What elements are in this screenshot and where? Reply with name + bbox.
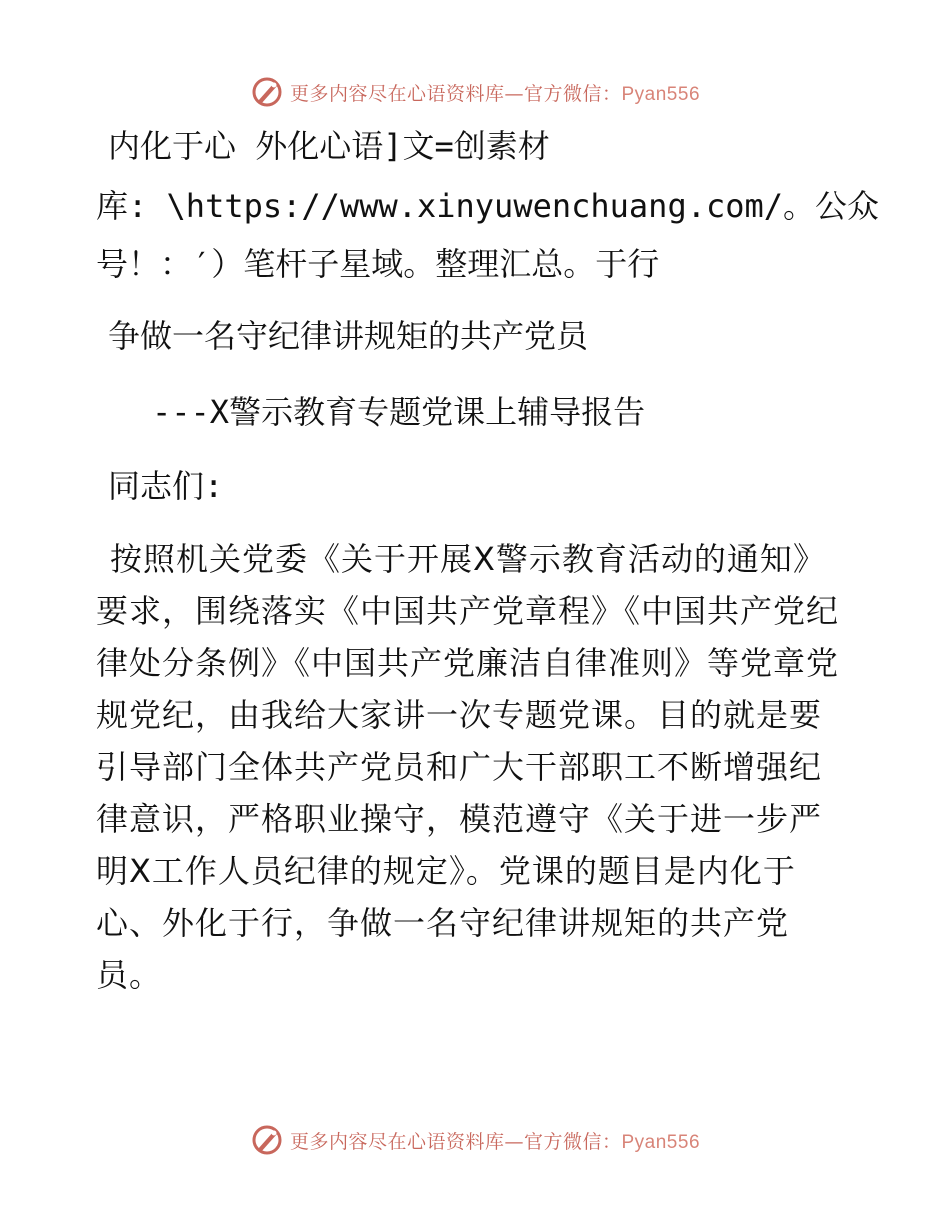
watermark-text: 更多内容尽在心语资料库—官方微信：Pyan556 <box>289 82 701 105</box>
body-paragraph-text: 按照机关党委《关于开展X警示教育活动的通知》要求，围绕落实《中国共产党章程》《中国共产党纪律处分条例》《中国共产党廉洁自律准则》等党章党规党纪，由我给大家讲一次专题党课。目的就是要引导部门全体共产党员和广大干部职工不断增强纪律意识，严格职业操守，模范遵守《关于进一步严明X工作人员纪律的规定》。党课的题目是内化于心、外化于行，争做一名守纪律讲规矩的共产党员。 <box>96 540 840 994</box>
intro-line-1: 内化于心 外化心语]文=创素材 <box>108 127 550 165</box>
watermark-wechat-id: Pyan556 <box>621 1131 701 1153</box>
intro-line-3: 号！：′）笔杆子星域。整理汇总。于行 <box>96 245 660 283</box>
watermark-wechat-id: Pyan556 <box>621 83 701 105</box>
pen-logo-icon <box>250 75 284 109</box>
watermark-text: 更多内容尽在心语资料库—官方微信：Pyan556 <box>289 1130 701 1153</box>
pen-logo-icon <box>250 1123 284 1157</box>
document-subtitle: ---X警示教育专题党课上辅导报告 <box>152 393 646 431</box>
body-paragraph <box>96 533 852 1001</box>
intro-line-2: 库: \https://www.xinyuwenchuang.com/。公众 <box>96 187 880 225</box>
document-title: 争做一名守纪律讲规矩的共产党员 <box>108 317 589 355</box>
header-watermark <box>0 72 950 112</box>
salutation: 同志们: <box>108 467 224 505</box>
footer-watermark <box>0 1120 950 1160</box>
